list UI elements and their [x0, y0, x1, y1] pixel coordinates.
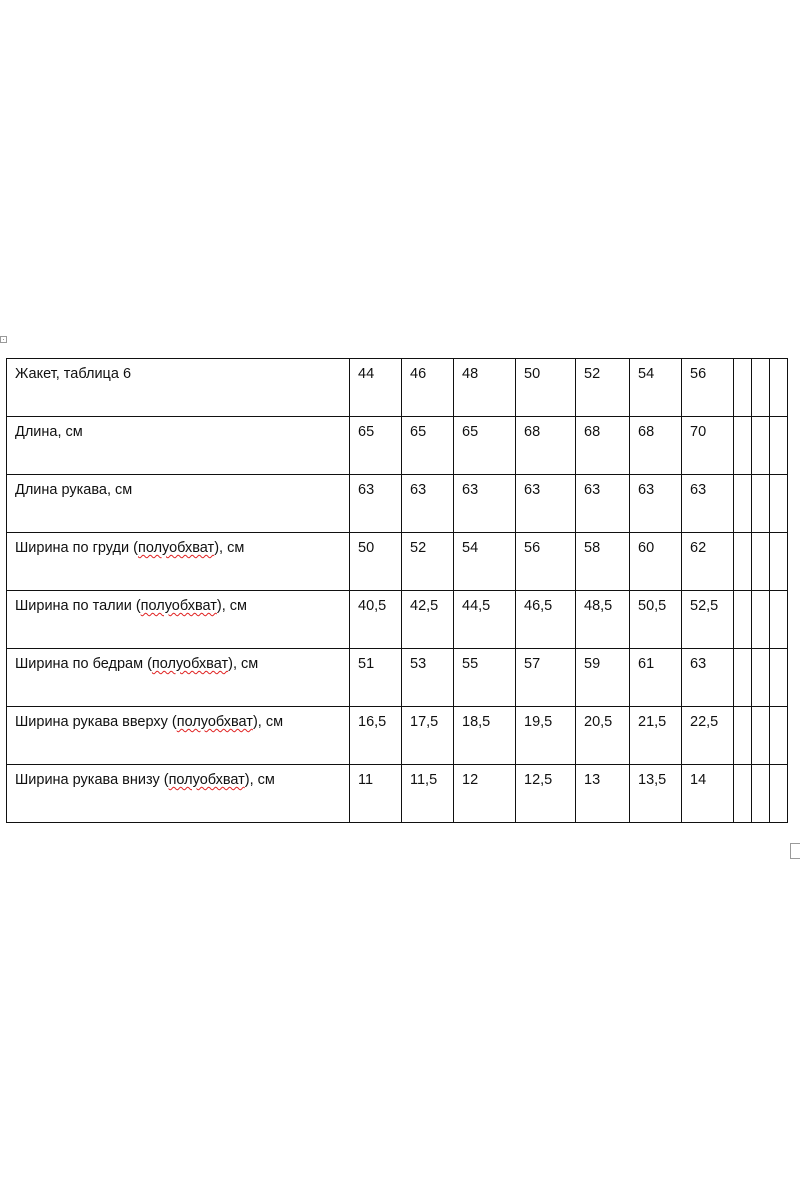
- cell-value: 65: [410, 424, 427, 440]
- table-cell-value[interactable]: [516, 765, 576, 823]
- table-cell-value[interactable]: [402, 533, 454, 591]
- table-cell-empty[interactable]: [770, 359, 788, 417]
- table-cell-value[interactable]: [630, 417, 682, 475]
- cell-value: 42,5: [410, 598, 439, 614]
- table-row: [7, 533, 788, 591]
- table-cell-value[interactable]: [454, 475, 516, 533]
- table-cell-value[interactable]: [630, 591, 682, 649]
- cell-value: 16,5: [358, 714, 387, 730]
- table-resize-handle-icon[interactable]: [790, 843, 800, 859]
- table-cell-value[interactable]: [576, 591, 630, 649]
- table-cell-empty[interactable]: [752, 649, 770, 707]
- table-cell-value[interactable]: [576, 707, 630, 765]
- table-cell-empty[interactable]: [752, 707, 770, 765]
- table-cell-value[interactable]: [576, 533, 630, 591]
- table-cell-empty[interactable]: [770, 533, 788, 591]
- table-cell-size[interactable]: [454, 359, 516, 417]
- table-cell-empty[interactable]: [770, 591, 788, 649]
- spell-error-word[interactable]: полуобхват: [176, 714, 253, 730]
- table-cell-empty[interactable]: [770, 707, 788, 765]
- table-cell-empty[interactable]: [734, 591, 752, 649]
- size-52: 52: [584, 366, 601, 382]
- size-table: [6, 358, 788, 823]
- table-cell-value[interactable]: [682, 417, 734, 475]
- table-cell-row-label[interactable]: [7, 707, 350, 765]
- table-cell-size[interactable]: [630, 359, 682, 417]
- cell-value: 63: [690, 656, 707, 672]
- table-cell-value[interactable]: [516, 707, 576, 765]
- table-row: [7, 649, 788, 707]
- cell-value: 18,5: [462, 714, 491, 730]
- cell-value: 62: [690, 540, 707, 556]
- table-cell-value[interactable]: [402, 649, 454, 707]
- cell-value: 63: [690, 482, 707, 498]
- table-cell-value[interactable]: [350, 765, 402, 823]
- table-cell-empty[interactable]: [770, 417, 788, 475]
- table-cell-row-label[interactable]: [7, 765, 350, 823]
- table-cell-size[interactable]: [402, 359, 454, 417]
- table-row: [7, 591, 788, 649]
- cell-value: 19,5: [524, 714, 553, 730]
- table-cell-value[interactable]: [350, 475, 402, 533]
- table-cell-row-label[interactable]: [7, 417, 350, 475]
- table-cell-value[interactable]: [630, 475, 682, 533]
- row-label-text: Ширина по талии (: [15, 598, 141, 614]
- table-cell-value[interactable]: [682, 649, 734, 707]
- table-row: [7, 475, 788, 533]
- cell-value: 52,5: [690, 598, 719, 614]
- table-cell-empty[interactable]: [752, 359, 770, 417]
- size-54: 54: [638, 366, 655, 382]
- row-label-text: ), см: [216, 598, 247, 614]
- cell-value: 20,5: [584, 714, 613, 730]
- table-cell-value[interactable]: [454, 591, 516, 649]
- cell-value: 55: [462, 656, 479, 672]
- row-label-text: Ширина рукава вверху (: [15, 714, 177, 730]
- table-cell-value[interactable]: [576, 475, 630, 533]
- row-label-text: ), см: [214, 540, 245, 556]
- table-cell-empty[interactable]: [770, 649, 788, 707]
- row-label-text: Ширина по бедрам (: [15, 656, 152, 672]
- table-cell-row-label[interactable]: [7, 591, 350, 649]
- header-label: Жакет, таблица 6: [15, 366, 132, 382]
- cell-value: 13: [584, 772, 601, 788]
- cell-value: 58: [584, 540, 601, 556]
- row-label-text: ), см: [244, 772, 275, 788]
- spell-error-word[interactable]: полуобхват: [168, 772, 245, 788]
- table-cell-value[interactable]: [516, 533, 576, 591]
- row-label-text: Ширина рукава внизу (: [15, 772, 169, 788]
- cell-value: 54: [462, 540, 479, 556]
- table-cell-value[interactable]: [350, 707, 402, 765]
- cell-value: 17,5: [410, 714, 439, 730]
- table-cell-empty[interactable]: [752, 533, 770, 591]
- cell-value: 60: [638, 540, 655, 556]
- table-cell-value[interactable]: [350, 649, 402, 707]
- cell-value: 12: [462, 772, 479, 788]
- cell-value: 63: [462, 482, 479, 498]
- table-cell-empty[interactable]: [752, 417, 770, 475]
- size-48: 48: [462, 366, 479, 382]
- table-cell-row-label[interactable]: [7, 533, 350, 591]
- table-cell-value[interactable]: [350, 533, 402, 591]
- table-cell-size[interactable]: [516, 359, 576, 417]
- cell-value: 70: [690, 424, 707, 440]
- table-row: [7, 417, 788, 475]
- cell-value: 50: [358, 540, 375, 556]
- table-body: [7, 417, 788, 823]
- cell-value: 68: [638, 424, 655, 440]
- table-cell-value[interactable]: [402, 417, 454, 475]
- table-cell-value[interactable]: [402, 475, 454, 533]
- table-cell-value[interactable]: [516, 591, 576, 649]
- cell-value: 21,5: [638, 714, 667, 730]
- table-cell-value[interactable]: [682, 591, 734, 649]
- table-cell-value[interactable]: [682, 533, 734, 591]
- row-label-text: ), см: [252, 714, 284, 730]
- table-cell-empty[interactable]: [752, 591, 770, 649]
- size-50: 50: [524, 366, 541, 382]
- table-cell-empty[interactable]: [734, 707, 752, 765]
- table-cell-value[interactable]: [576, 417, 630, 475]
- cell-value: 63: [524, 482, 541, 498]
- table-header-row: [7, 359, 788, 417]
- table-cell-value[interactable]: [682, 475, 734, 533]
- size-44: 44: [358, 366, 375, 382]
- table-cell-row-label[interactable]: [7, 649, 350, 707]
- table-cell-empty[interactable]: [770, 765, 788, 823]
- table-cell-empty[interactable]: [734, 475, 752, 533]
- table-cell-empty[interactable]: [734, 765, 752, 823]
- cell-value: 50,5: [638, 598, 667, 614]
- table-cell-value[interactable]: [630, 533, 682, 591]
- cell-value: 52: [410, 540, 427, 556]
- table-cell-value[interactable]: [402, 765, 454, 823]
- size-46: 46: [410, 366, 427, 382]
- row-label-text: Длина рукава, см: [15, 482, 133, 498]
- cell-value: 22,5: [690, 714, 719, 730]
- table-cell-value[interactable]: [576, 649, 630, 707]
- table-cell-header-label[interactable]: [7, 359, 350, 417]
- cell-value: 59: [584, 656, 601, 672]
- table-cell-empty[interactable]: [752, 765, 770, 823]
- table-row: [7, 707, 788, 765]
- table-cell-value[interactable]: [350, 591, 402, 649]
- table-cell-value[interactable]: [454, 765, 516, 823]
- cell-value: 11: [358, 772, 374, 788]
- cell-value: 65: [462, 424, 479, 440]
- spell-error-word[interactable]: полуобхват: [137, 540, 215, 556]
- table-move-handle-icon[interactable]: [0, 336, 7, 343]
- cell-value: 14: [690, 772, 707, 788]
- cell-value: 68: [524, 424, 541, 440]
- table-cell-value[interactable]: [454, 417, 516, 475]
- table-cell-size[interactable]: [682, 359, 734, 417]
- cell-value: 63: [410, 482, 427, 498]
- cell-value: 46,5: [524, 598, 553, 614]
- table-cell-value[interactable]: [402, 591, 454, 649]
- cell-value: 48,5: [584, 598, 613, 614]
- table-cell-empty[interactable]: [734, 359, 752, 417]
- table-cell-value[interactable]: [630, 765, 682, 823]
- cell-value: 68: [584, 424, 601, 440]
- table-cell-value[interactable]: [402, 707, 454, 765]
- cell-value: 61: [638, 656, 655, 672]
- cell-value: 11,5: [410, 772, 438, 788]
- table-cell-value[interactable]: [516, 649, 576, 707]
- table-cell-size[interactable]: [350, 359, 402, 417]
- spell-error-word[interactable]: полуобхват: [151, 656, 229, 672]
- row-label-text: Ширина по груди (: [15, 540, 138, 556]
- table-cell-empty[interactable]: [734, 417, 752, 475]
- cell-value: 57: [524, 656, 541, 672]
- table-cell-empty[interactable]: [734, 533, 752, 591]
- table-cell-empty[interactable]: [752, 475, 770, 533]
- table-cell-value[interactable]: [682, 707, 734, 765]
- row-label-text: ), см: [228, 656, 259, 672]
- table-cell-value[interactable]: [630, 707, 682, 765]
- table-cell-empty[interactable]: [734, 649, 752, 707]
- cell-value: 56: [524, 540, 541, 556]
- table-cell-empty[interactable]: [770, 475, 788, 533]
- row-label-text: Длина, см: [15, 424, 83, 440]
- table-cell-value[interactable]: [350, 417, 402, 475]
- spell-error-word[interactable]: полуобхват: [140, 598, 217, 614]
- table-cell-value[interactable]: [516, 417, 576, 475]
- cell-value: 63: [584, 482, 601, 498]
- cell-value: 63: [638, 482, 655, 498]
- table-cell-value[interactable]: [454, 649, 516, 707]
- cell-value: 63: [358, 482, 375, 498]
- cell-value: 12,5: [524, 772, 553, 788]
- table-cell-value[interactable]: [682, 765, 734, 823]
- table-cell-value[interactable]: [630, 649, 682, 707]
- size-56: 56: [690, 366, 707, 382]
- cell-value: 40,5: [358, 598, 387, 614]
- cell-value: 13,5: [638, 772, 667, 788]
- cell-value: 51: [358, 656, 375, 672]
- cell-value: 53: [410, 656, 427, 672]
- table-cell-value[interactable]: [454, 533, 516, 591]
- table-row: [7, 765, 788, 823]
- table-cell-value[interactable]: [454, 707, 516, 765]
- table-cell-value[interactable]: [516, 475, 576, 533]
- cell-value: 65: [358, 424, 375, 440]
- cell-value: 44,5: [462, 598, 491, 614]
- table-cell-value[interactable]: [576, 765, 630, 823]
- table-cell-size[interactable]: [576, 359, 630, 417]
- table-cell-row-label[interactable]: [7, 475, 350, 533]
